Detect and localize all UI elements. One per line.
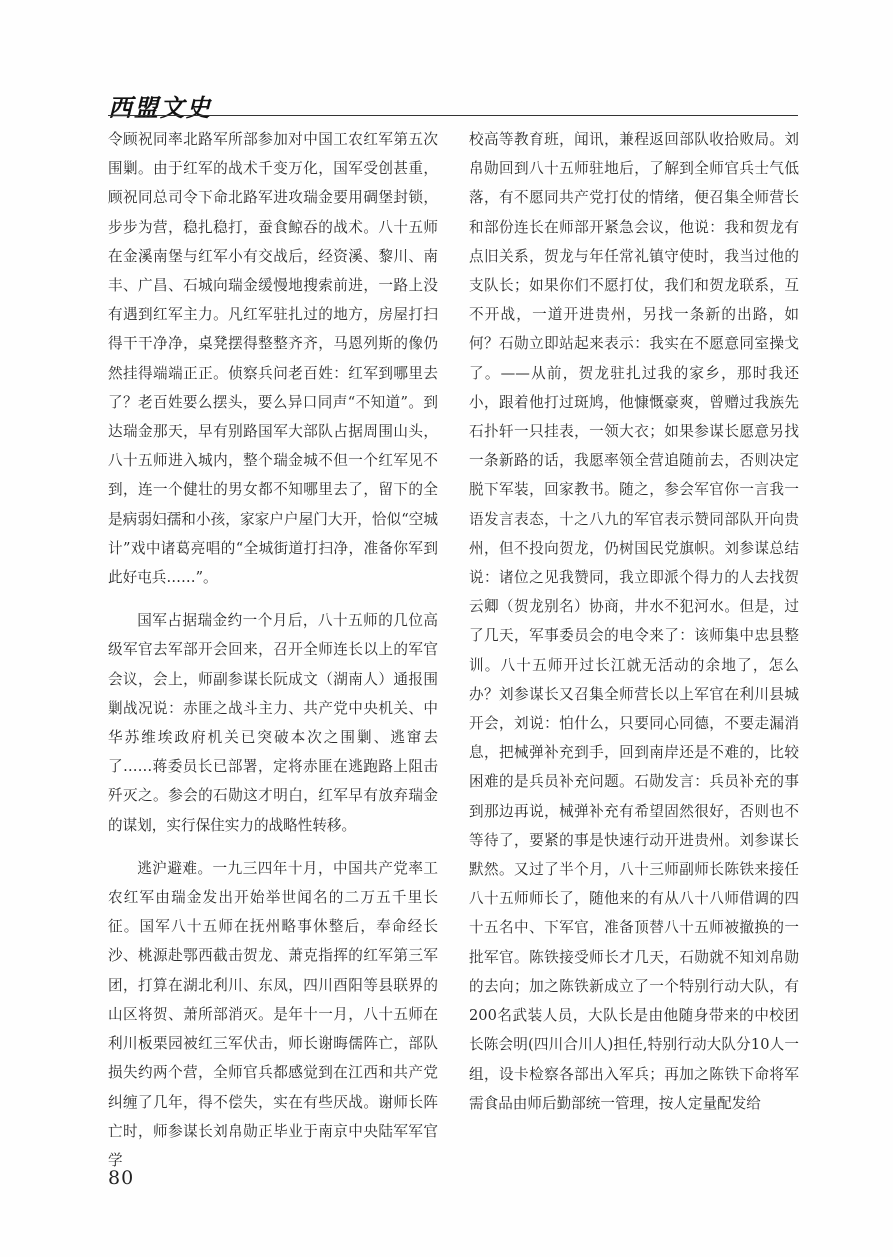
journal-title: 西盟文史 bbox=[108, 93, 212, 122]
page-number: 80 bbox=[108, 1167, 135, 1189]
left-column bbox=[108, 125, 438, 1175]
left-paragraph-3: 逃沪避难。一九三四年十月，中国共产党率工农红军由瑞金发出开始举世闻名的二万五千里长征。国军八十五师在抚州略事休整后，奉命经长沙、桃源赴鄂西截击贺龙、萧克指挥的红军第三军团，打算在湖北利川、东凤，四川酉阳等县联界的山区将贺、萧所部消灭。是年十一月，八十五师在利川板栗园被红三军伏击，师长谢晦儒阵亡，部队损失约两个营，全师官兵都感觉到在江西和共产党纠缠了几年，得不偿失，实在有些厌战。谢师长阵亡时，师参谋长刘帛勋正毕业于南京中央陆军军官学 bbox=[108, 859, 438, 1169]
right-paragraph-1: 校高等教育班，闻讯，兼程返回部队收拾败局。刘帛勋回到八十五师驻地后，了解到全师官兵士气低落，有不愿同共产党打仗的情绪，便召集全师营长和部份连长在师部开紧急会议，他说：我和贺龙有点旧关系，贺龙与年任常礼镇守使时，我当过他的支队长；如果你们不愿打仗，我们和贺龙联系，互不开战，一道开进贵州，另找一条新的出路，如何？石勋立即站起来表示：我实在不愿意同室操戈了。——从前，贺龙驻扎过我的家乡，那时我还小，跟着他打过斑鸠，他慷慨豪爽，曾赠过我族先石扑轩一只挂表，一领大衣；如果参谋长愿意另找一条新路的话，我愿率领全营追随前去，否则决定脱下军装，回家教书。随之，参会军官你一言我一语发言表态，十之八九的军官表示赞同部队开向贵州，但不投向贺龙，仍树国民党旗帜。刘参谋总结说：诸位之见我赞同，我立即派个得力的人去找贺云卿（贺龙别名）协商，井水不犯河水。但是，过了几天，军事委员会的电令来了：该师集中忠县整训。八十五师开过长江就无活动的余地了，怎么办？刘参谋长又召集全师营长以上军官在利川县城开会，刘说：怕什么，只要同心同德，不要走漏消息，把械弹补充到手，回到南岸还是不难的，比较困难的是兵员补充问题。石勋发言：兵员补充的事到那边再说，械弹补充有希望固然很好，否则也不等待了，要紧的事是快速行动开进贵州。刘参谋长默然。又过了半个月，八十三师副师长陈铁来接任八十五师师长了，随他来的有从八十八师借调的四十五名中、下军官，准备顶替八十五师被撤换的一批军官。陈铁接受师长才几天，石勋就不知刘帛勋的去向；加之陈铁新成立了一个特别行动大队，有200名武装人员，大队长是由他随身带来的中校团长陈会明(四川合川人)担任,特别行动大队分10人一组，设卡检察各部出入军兵；再加之陈铁下命将军需食品由师后勤部统一管理，按人定量配发给 bbox=[469, 131, 799, 1112]
left-paragraph-1: 令顾祝同率北路军所部参加对中国工农红军第五次围剿。由于红军的战术千变万化，国军受创甚重，顾祝同总司令下命北路军进攻瑞金要用碉堡封锁，步步为营，稳扎稳打，蚕食鲸吞的战术。八十五师在金溪南堡与红军小有交战后，经资溪、黎川、南丰、广昌、石城向瑞金缓慢地搜索前进，一路上没有遇到红军主力。凡红军驻扎过的地方，房屋打扫得干干净净，桌凳摆得整整齐齐，马恩列斯的像仍然挂得端端正正。侦察兵问老百姓：红军到哪里去了？老百姓要么摆头，要么异口同声“不知道”。到达瑞金那天，早有别路国军大部队占据周围山头，八十五师进入城内，整个瑞金城不但一个红军见不到，连一个健壮的男女都不知哪里去了，留下的全是病弱妇孺和小孩，家家户户屋门大开，恰似“空城计”戏中诸葛亮唱的“全城街道打扫净，准备你军到此好屯兵……”。 bbox=[108, 131, 438, 587]
right-column bbox=[469, 125, 799, 1118]
left-paragraph-2: 国军占据瑞金约一个月后，八十五师的几位高级军官去军部开会回来，召开全师连长以上的军官会议，会上，师副参谋长阮成文（湖南人）通报围剿战况说：赤匪之战斗主力、共产党中央机关、中华苏维埃政府机关已突破本次之围剿、逃窜去了……蒋委员长已部署，定将赤匪在逃跑路上阻击歼灭之。参会的石勋这才明白，红军早有放弃瑞金的谋划，实行保住实力的战略性转移。 bbox=[108, 612, 438, 834]
header-rule bbox=[108, 115, 798, 116]
masthead bbox=[108, 88, 798, 122]
